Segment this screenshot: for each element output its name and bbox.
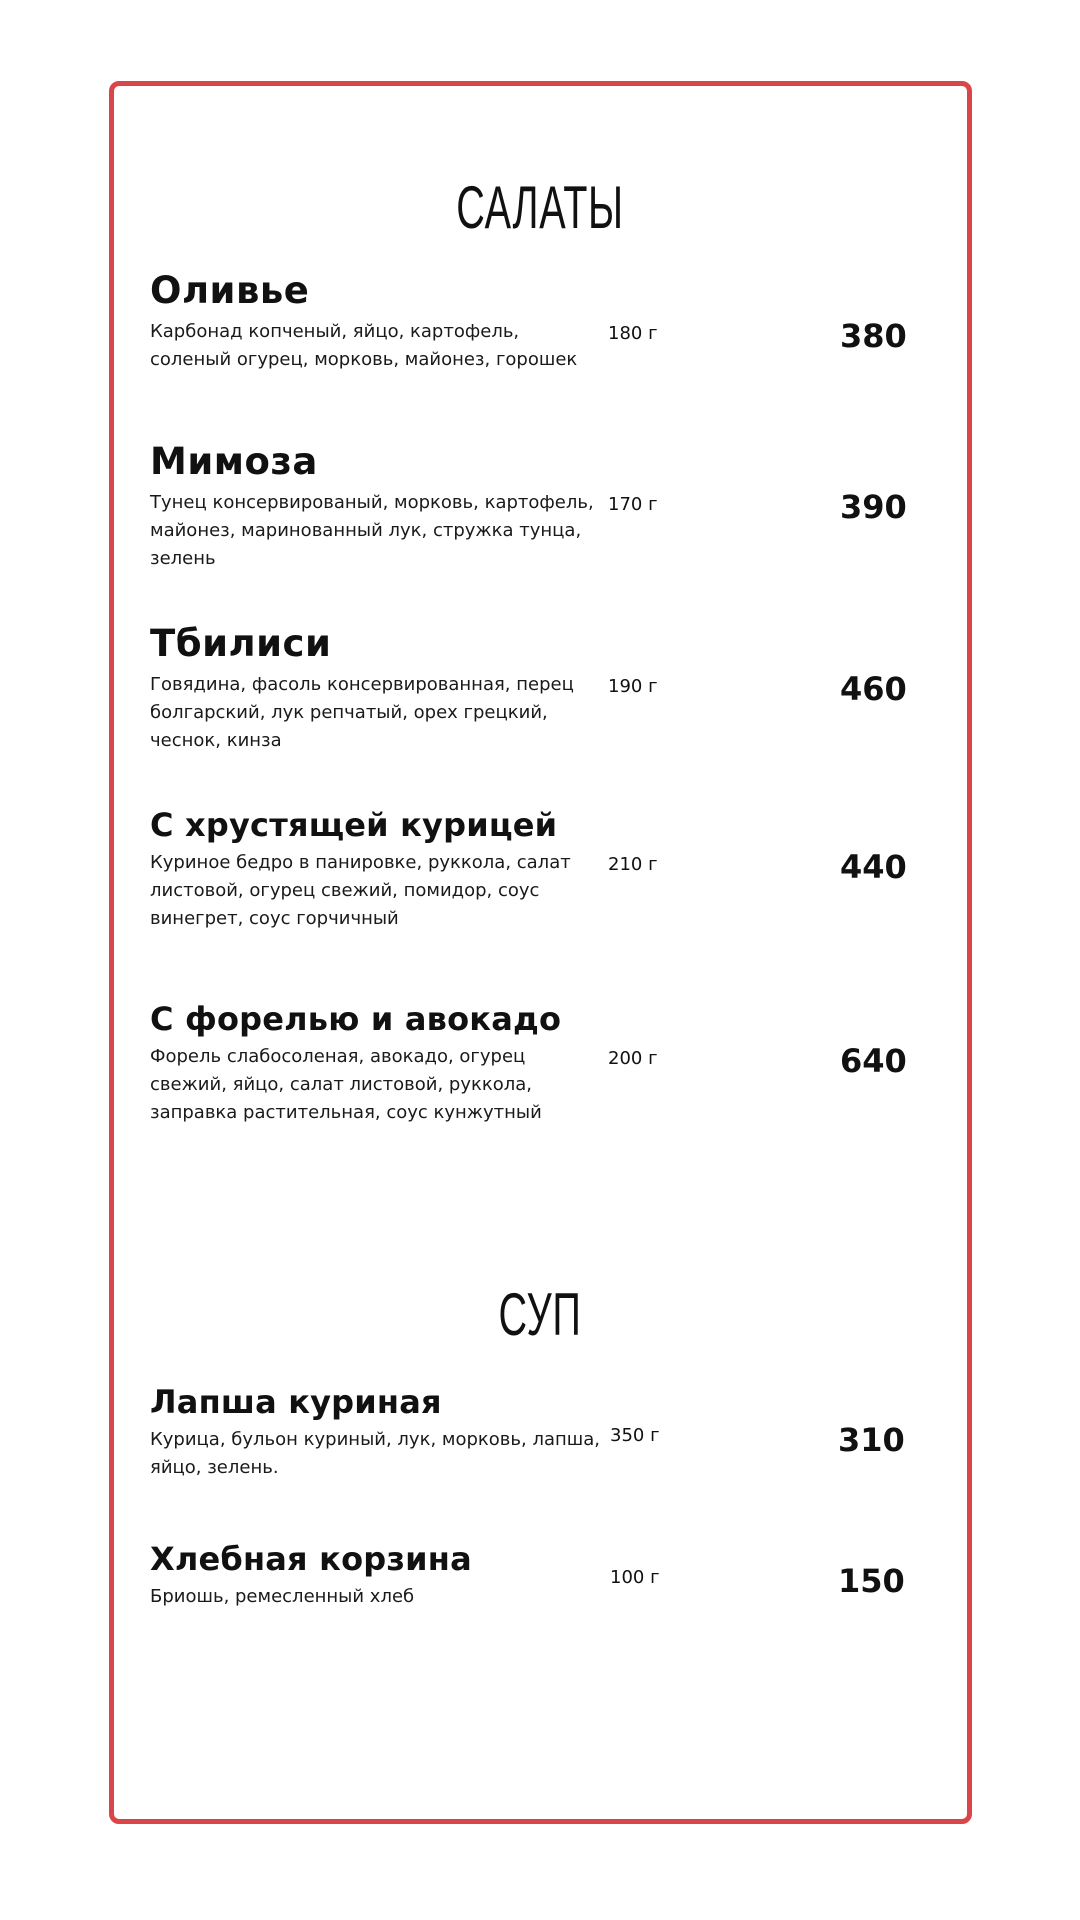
item-description: Карбонад копченый, яйцо, картофель, соленый огурец, морковь, майонез, горошек: [150, 321, 578, 370]
item-name: С хрустящей курицей: [150, 806, 558, 844]
item-price: 460: [840, 670, 907, 708]
item-price: 150: [838, 1562, 905, 1600]
item-weight: 180 г: [608, 323, 658, 344]
item-name: Тбилиси: [150, 622, 332, 665]
item-weight: 210 г: [608, 854, 658, 875]
item-name: Лапша куриная: [150, 1383, 442, 1421]
menu-item-tbilisi: [150, 622, 930, 775]
menu-item-mimosa: [150, 440, 930, 593]
item-weight: 170 г: [608, 494, 658, 515]
item-name: Оливье: [150, 269, 310, 312]
menu-item-olivier: [150, 269, 930, 422]
section-title-soup: СУП: [498, 1281, 582, 1348]
item-description: Курица, бульон куриный, лук, морковь, лапша, яйцо, зелень.: [150, 1429, 600, 1478]
menu-item-crispy-chicken: [150, 806, 930, 959]
item-weight: 190 г: [608, 676, 658, 697]
item-price: 440: [840, 848, 907, 886]
item-description: Говядина, фасоль консервированная, перец болгарский, лук репчатый, орех грецкий, чеснок, кинза: [150, 674, 574, 751]
item-price: 380: [840, 317, 907, 355]
menu-item-bread-basket: [150, 1540, 930, 1693]
menu-item-chicken-noodle: [150, 1383, 930, 1536]
item-name: Хлебная корзина: [150, 1540, 472, 1578]
item-description: Куриное бедро в панировке, руккола, салат листовой, огурец свежий, помидор, соус винегрет, соус горчичный: [150, 852, 571, 929]
item-description: Форель слабосоленая, авокадо, огурец свежий, яйцо, салат листовой, руккола, заправка растительная, соус кунжутный: [150, 1046, 542, 1123]
item-name: Мимоза: [150, 440, 318, 483]
item-price: 310: [838, 1421, 905, 1459]
item-price: 640: [840, 1042, 907, 1080]
item-weight: 100 г: [610, 1567, 660, 1588]
item-weight: 200 г: [608, 1048, 658, 1069]
menu-item-trout-avocado: [150, 1000, 930, 1153]
item-price: 390: [840, 488, 907, 526]
item-description: Тунец консервированый, морковь, картофель, майонез, маринованный лук, стружка тунца, зелень: [150, 492, 594, 569]
item-name: С форелью и авокадо: [150, 1000, 562, 1038]
item-description: Бриошь, ремесленный хлеб: [150, 1586, 415, 1607]
item-weight: 350 г: [610, 1425, 660, 1446]
section-title-salads: САЛАТЫ: [456, 174, 624, 241]
